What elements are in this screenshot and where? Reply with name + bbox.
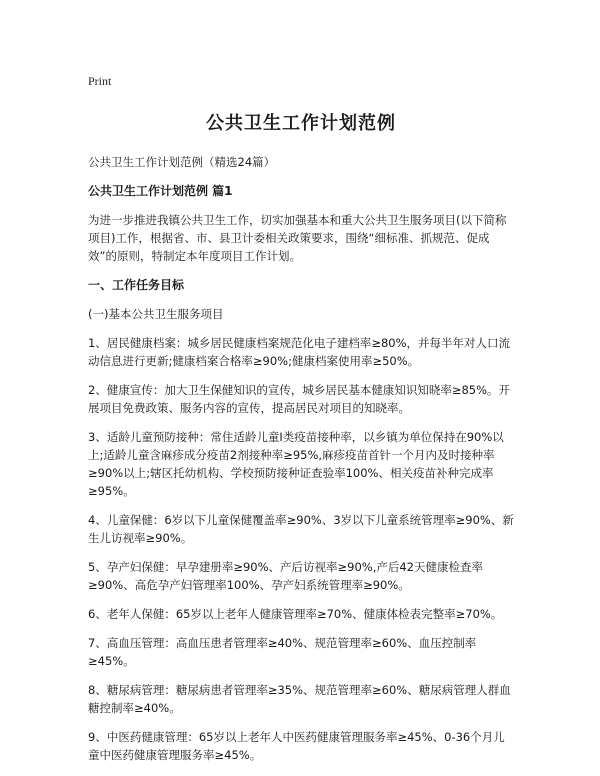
list-item: 7、高血压管理：高血压患者管理率≥40%、规范管理率≥60%、血压控制率≥45%。 — [88, 636, 477, 668]
list-item: 4、儿童保健：6岁以下儿童保健覆盖率≥90%、3岁以下儿童系统管理率≥90%、新生儿访视率≥90%。 — [88, 513, 514, 545]
heading-basic-services: (一)基本公共卫生服务项目 — [88, 307, 224, 321]
print-link[interactable]: Print — [88, 74, 112, 88]
list-item: 8、糖尿病管理：糖尿病患者管理率≥35%、规范管理率≥60%、糖尿病管理人群血糖控制率≥40%。 — [88, 683, 511, 715]
list-item: 9、中医药健康管理：65岁以上老年人中医药健康管理服务率≥45%、0-36个月儿童中医药健康管理服务率≥45%。 — [88, 730, 505, 762]
subtitle: 公共卫生工作计划范例（精选24篇） — [88, 155, 276, 169]
list-item: 6、老年人保健：65岁以上老年人健康管理率≥70%、健康体检表完整率≥70%。 — [88, 607, 503, 621]
intro-paragraph: 为进一步推进我镇公共卫生工作，切实加强基本和重大公共卫生服务项目(以下简称项目)工作，根据省、市、县卫计委相关政策要求，围绕“细标准、抓规范、促成效”的原则，特制定本年度项目工作计划。 — [88, 213, 507, 263]
list-item: 5、孕产妇保健：早孕建册率≥90%、产后访视率≥90%,产后42天健康检查率≥90%、高危孕产妇管理率100%、孕产妇系统管理率≥90%。 — [88, 560, 483, 592]
list-item: 1、居民健康档案：城乡居民健康档案规范化电子建档率≥80%，并每半年对人口流动信息进行更新;健康档案合格率≥90%;健康档案使用率≥50%。 — [88, 336, 511, 368]
page-title: 公共卫生工作计划范例 — [206, 113, 396, 134]
heading-goals: 一、工作任务目标 — [88, 278, 185, 292]
section-title: 公共卫生工作计划范例 篇1 — [88, 184, 233, 198]
list-item: 2、健康宣传：加大卫生保健知识的宣传，城乡居民基本健康知识知晓率≥85%。开展项目免费政策、服务内容的宣传，提高居民对项目的知晓率。 — [88, 383, 511, 415]
list-item: 3、适龄儿童预防接种：常住适龄儿童I类疫苗接种率，以乡镇为单位保持在90%以上;适龄儿童含麻疹成分疫苗2剂接种率≥95%,麻疹疫苗首针一个月内及时接种率≥90%以上;辖区托幼机构、学校预防接种证查验率100%、相关疫苗补种完成率≥95%。 — [88, 430, 504, 498]
